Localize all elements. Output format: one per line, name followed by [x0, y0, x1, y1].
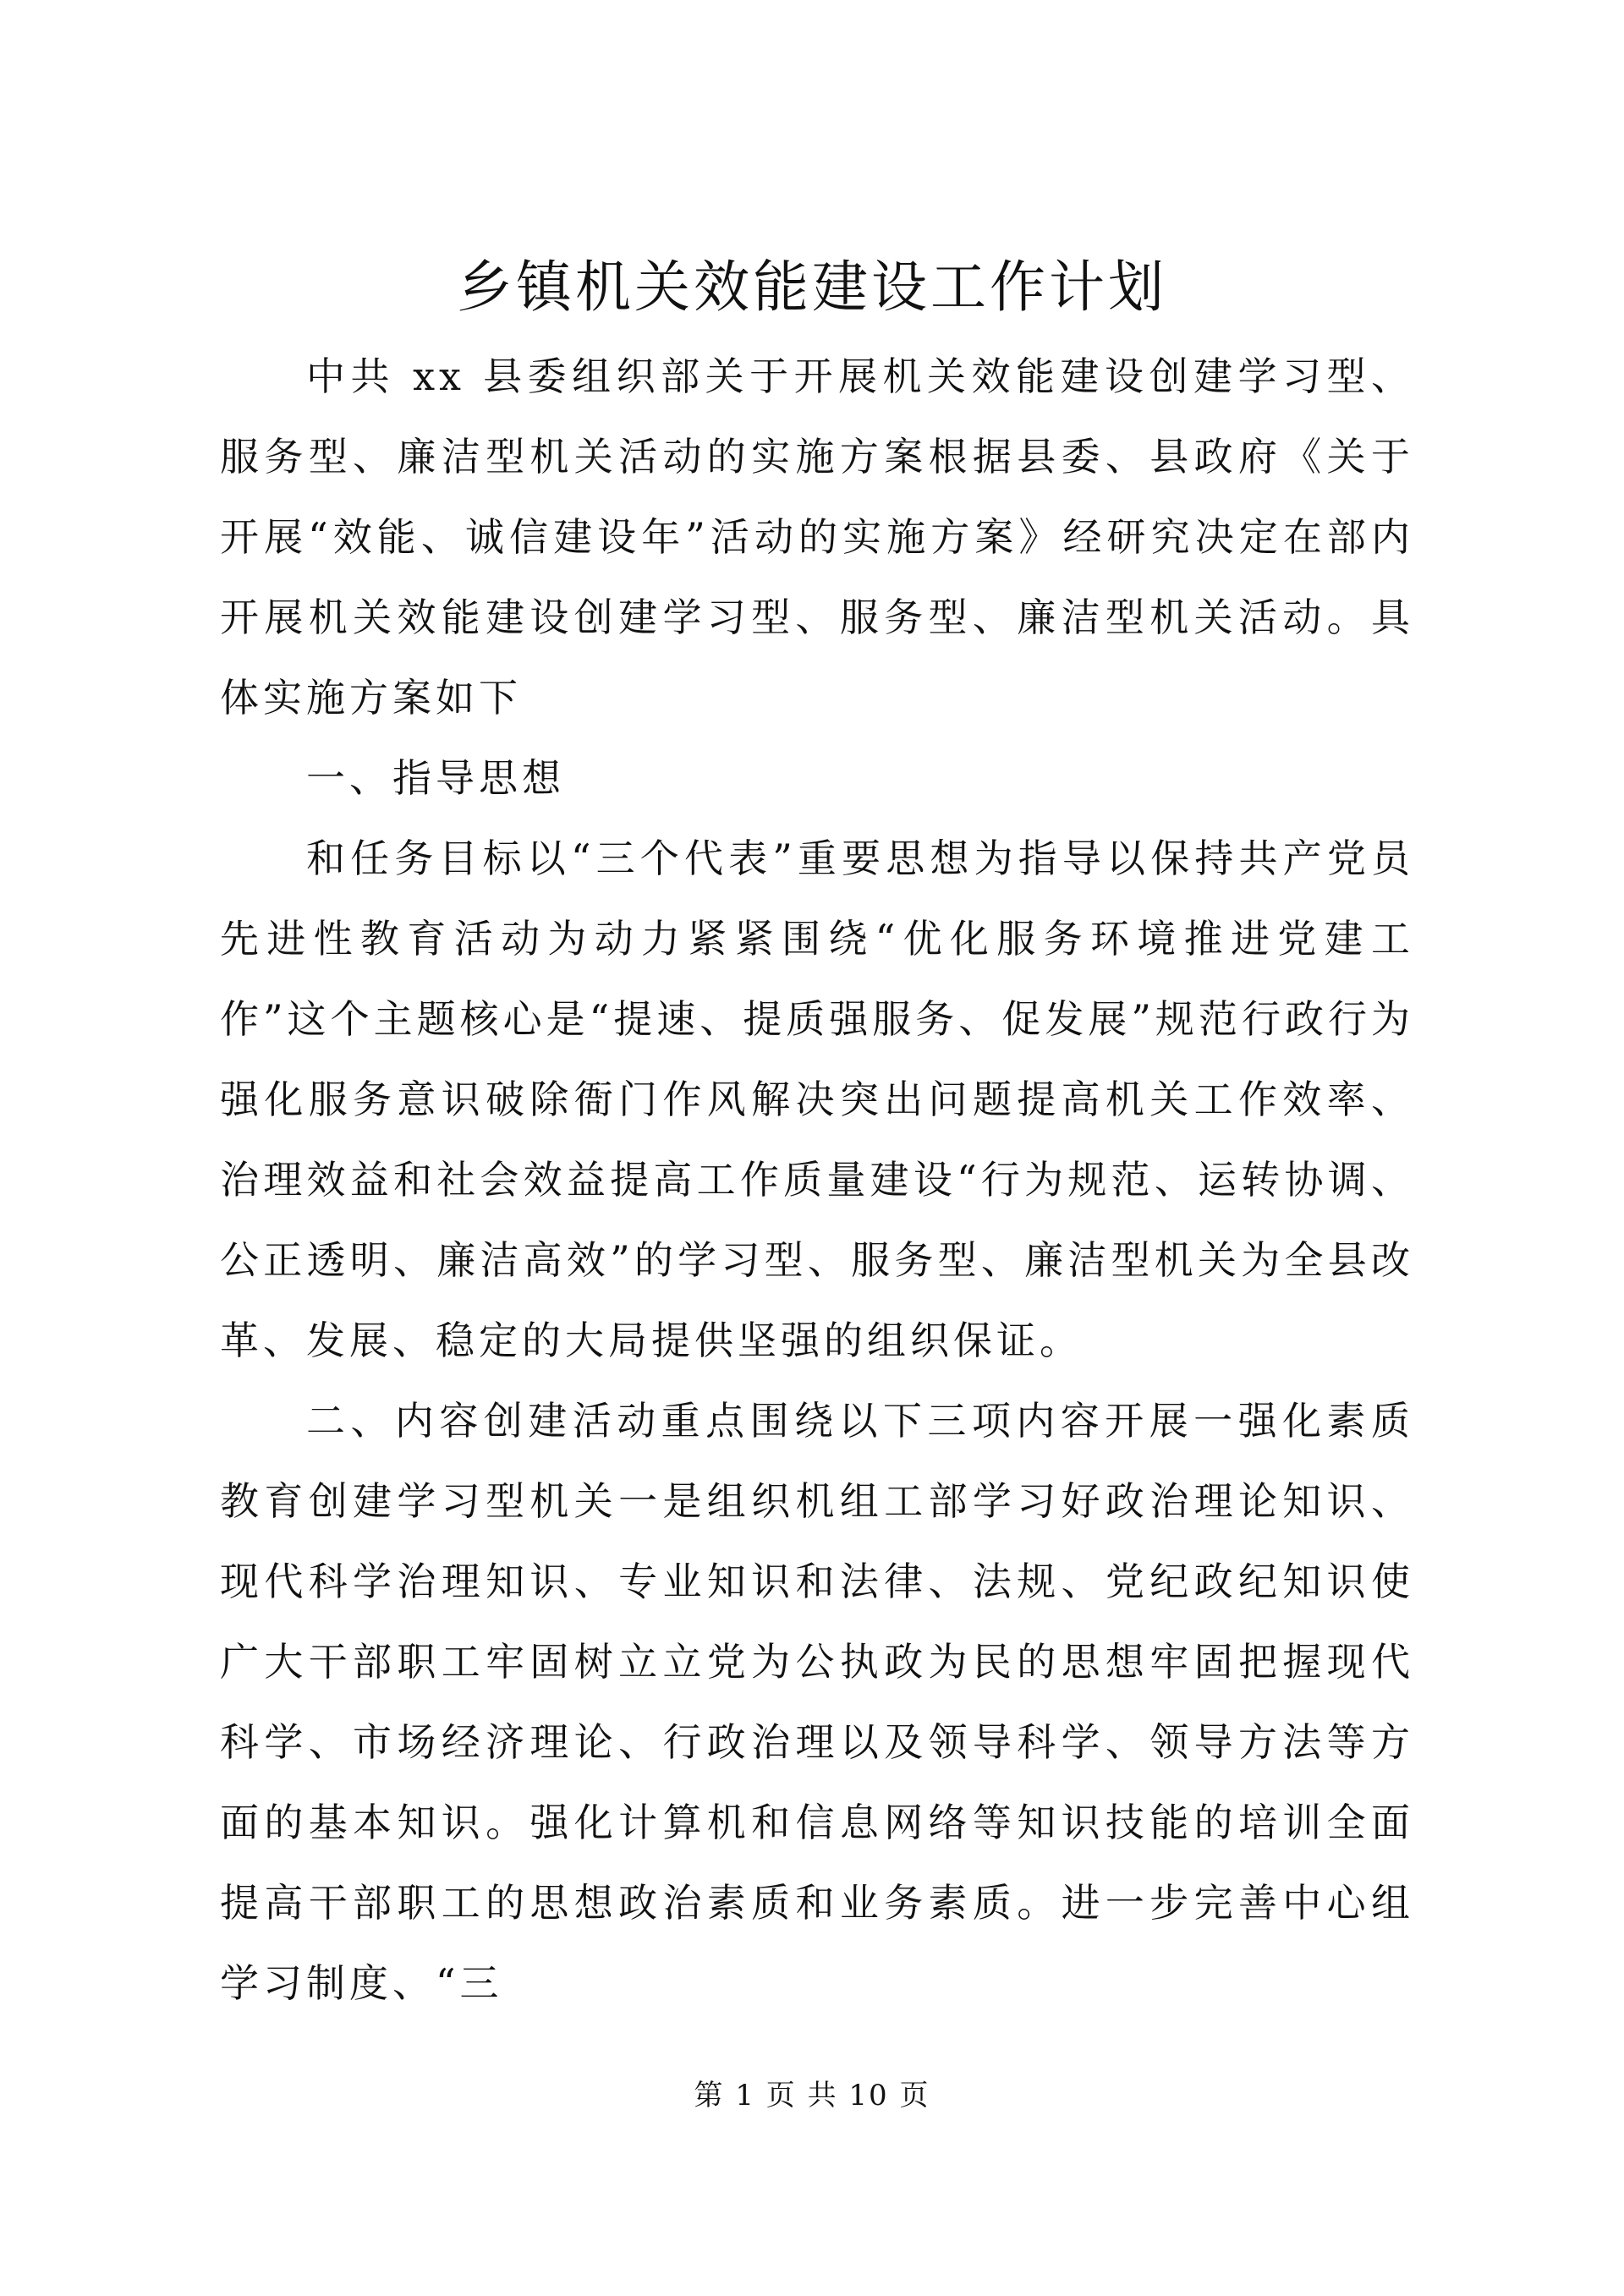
paragraph-tasks-objectives: 和任务目标以“三个代表”重要思想为指导以保持共产党员先进性教育活动为动力紧紧围绕“优化服务环境推进党建工作”这个主题核心是“提速、提质强服务、促发展”规范行政行为强化服务意识破除衙门作风解决突出问题提高机关工作效率、治理效益和社会效益提高工作质量建设“行为规范、运转协调、公正透明、廉洁高效”的学习型、服务型、廉洁型机关为全县改革、发展、稳定的大局提供坚强的组织保证。 [220, 836, 1414, 1363]
paragraph-intro: 中共 xx 县委组织部关于开展机关效能建设创建学习型、服务型、廉洁型机关活动的实施方案根据县委、县政府《关于开展“效能、诚信建设年”活动的实施方案》经研究决定在部内开展机关效能建设创建学习型、服务型、廉洁型机关活动。具体实施方案如下 [220, 353, 1414, 721]
section-heading-guiding-ideology: 一、指导思想 [306, 755, 565, 801]
page-number-footer: 第 1 页 共 10 页 [694, 2079, 930, 2112]
paragraph-content: 二、内容创建活动重点围绕以下三项内容开展一强化素质教育创建学习型机关一是组织机组工部学习好政治理论知识、现代科学治理知识、专业知识和法律、法规、党纪政纪知识使广大干部职工牢固树立立党为公执政为民的思想牢固把握现代科学、市场经济理论、行政治理以及领导科学、领导方法等方面的基本知识。强化计算机和信息网络等知识技能的培训全面提高干部职工的思想政治素质和业务素质。进一步完善中心组学习制度、“三 [220, 1398, 1414, 2006]
document-body [220, 337, 1414, 2024]
document-title: 乡镇机关效能建设工作计划 [457, 255, 1167, 320]
